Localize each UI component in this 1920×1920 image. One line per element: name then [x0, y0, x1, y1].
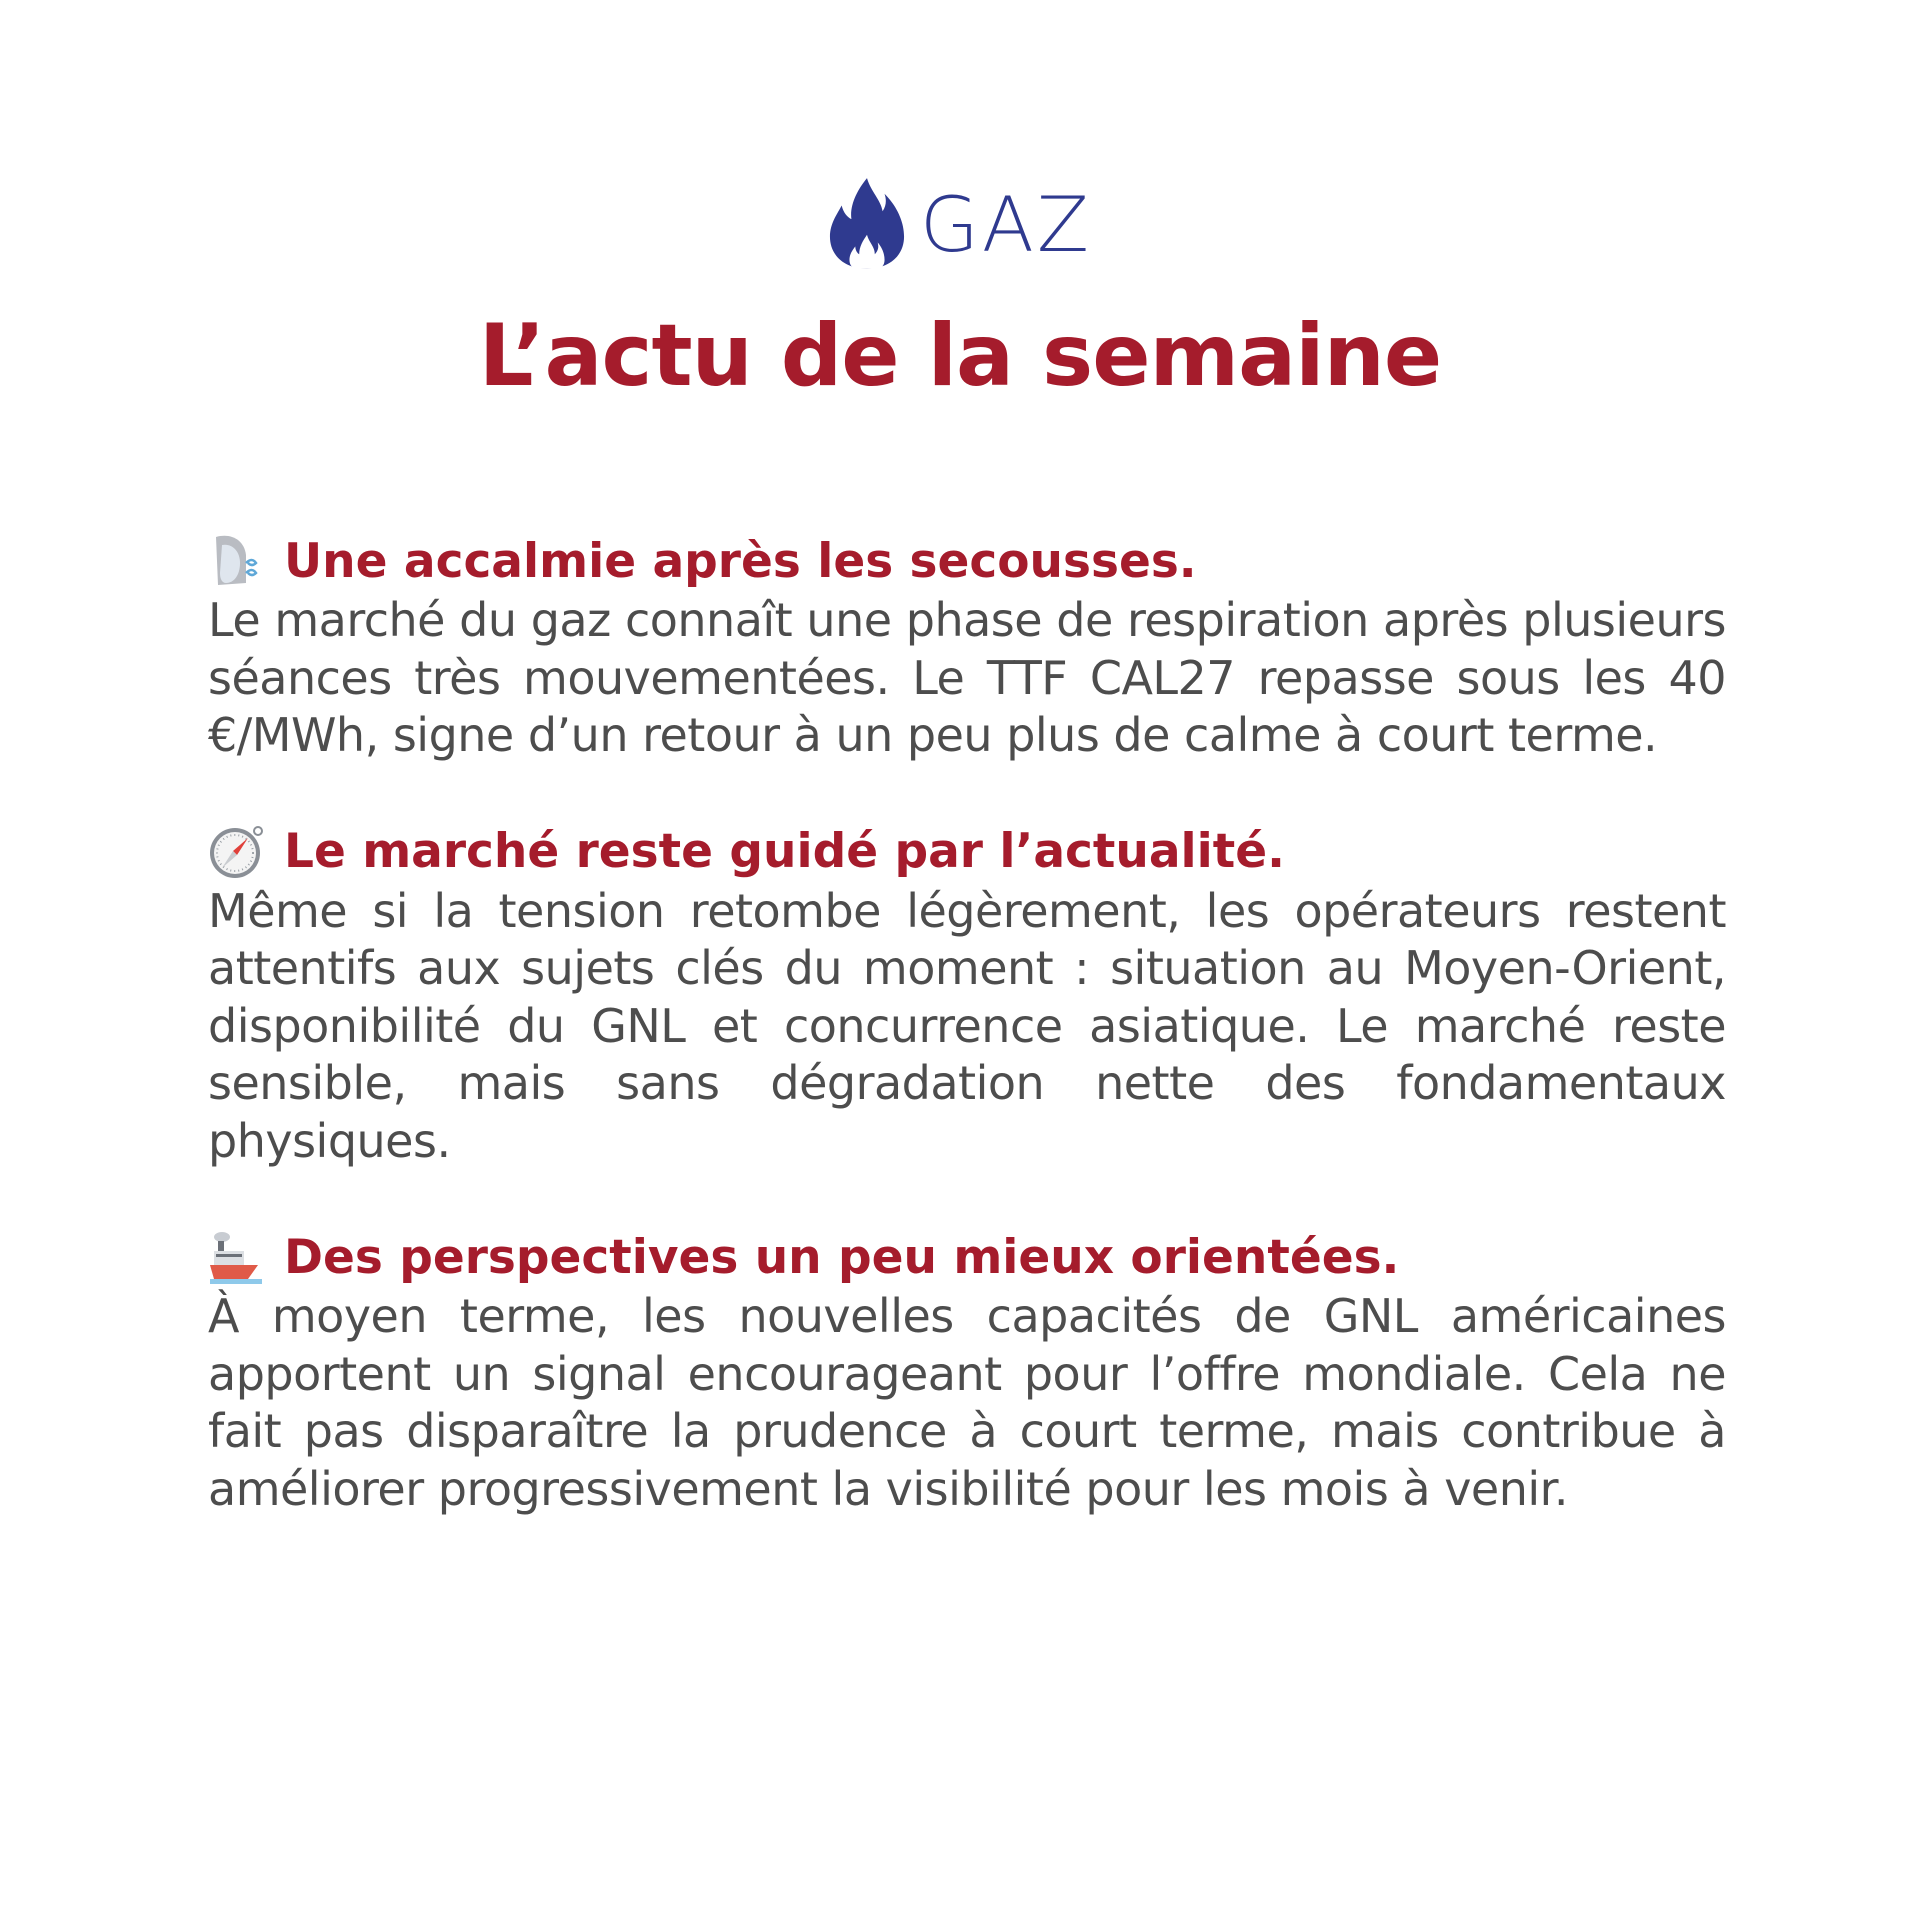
- flame-icon: [828, 176, 906, 275]
- news-content: [208, 530, 1726, 1574]
- news-section: [208, 530, 1726, 765]
- news-section: [208, 1226, 1726, 1518]
- section-heading-text: Des perspectives un peu mieux orientées.: [284, 1229, 1400, 1285]
- section-heading: [208, 1226, 1726, 1288]
- compass-icon: [208, 824, 264, 880]
- section-heading-text: Le marché reste guidé par l’actualité.: [284, 824, 1285, 879]
- section-heading-text: Une accalmie après les secousses.: [284, 533, 1197, 589]
- category-label: GAZ: [920, 180, 1092, 269]
- section-body: À moyen terme, les nouvelles capacités de GNL américaines apportent un signal encourageant pour l’offre mondiale. Cela ne fait pas disparaître la prudence à court terme, mais contribue à améliorer progressivement la visibilité pour les mois à venir.: [208, 1289, 1726, 1516]
- section-heading: [208, 821, 1726, 883]
- header: [0, 175, 1920, 406]
- ship-icon: [208, 1229, 264, 1285]
- section-heading: [208, 530, 1726, 592]
- news-section: [208, 821, 1726, 1171]
- section-body: Le marché du gaz connaît une phase de respiration après plusieurs séances très mouvementées. Le TTF CAL27 repasse sous les 40 €/MWh, signe d’un retour à un peu plus de calme à court terme.: [208, 593, 1726, 762]
- category-line: [0, 175, 1920, 275]
- face-exhaling-icon: [208, 533, 264, 589]
- section-body: Même si la tension retombe légèrement, les opérateurs restent attentifs aux sujets clés du moment : situation au Moyen-Orient, disponibilité du GNL et concurrence asiatique. Le marché reste sensible, mais sans dégradation nette des fondamentaux physiques.: [208, 883, 1726, 1168]
- page-title: L’actu de la semaine: [478, 306, 1442, 406]
